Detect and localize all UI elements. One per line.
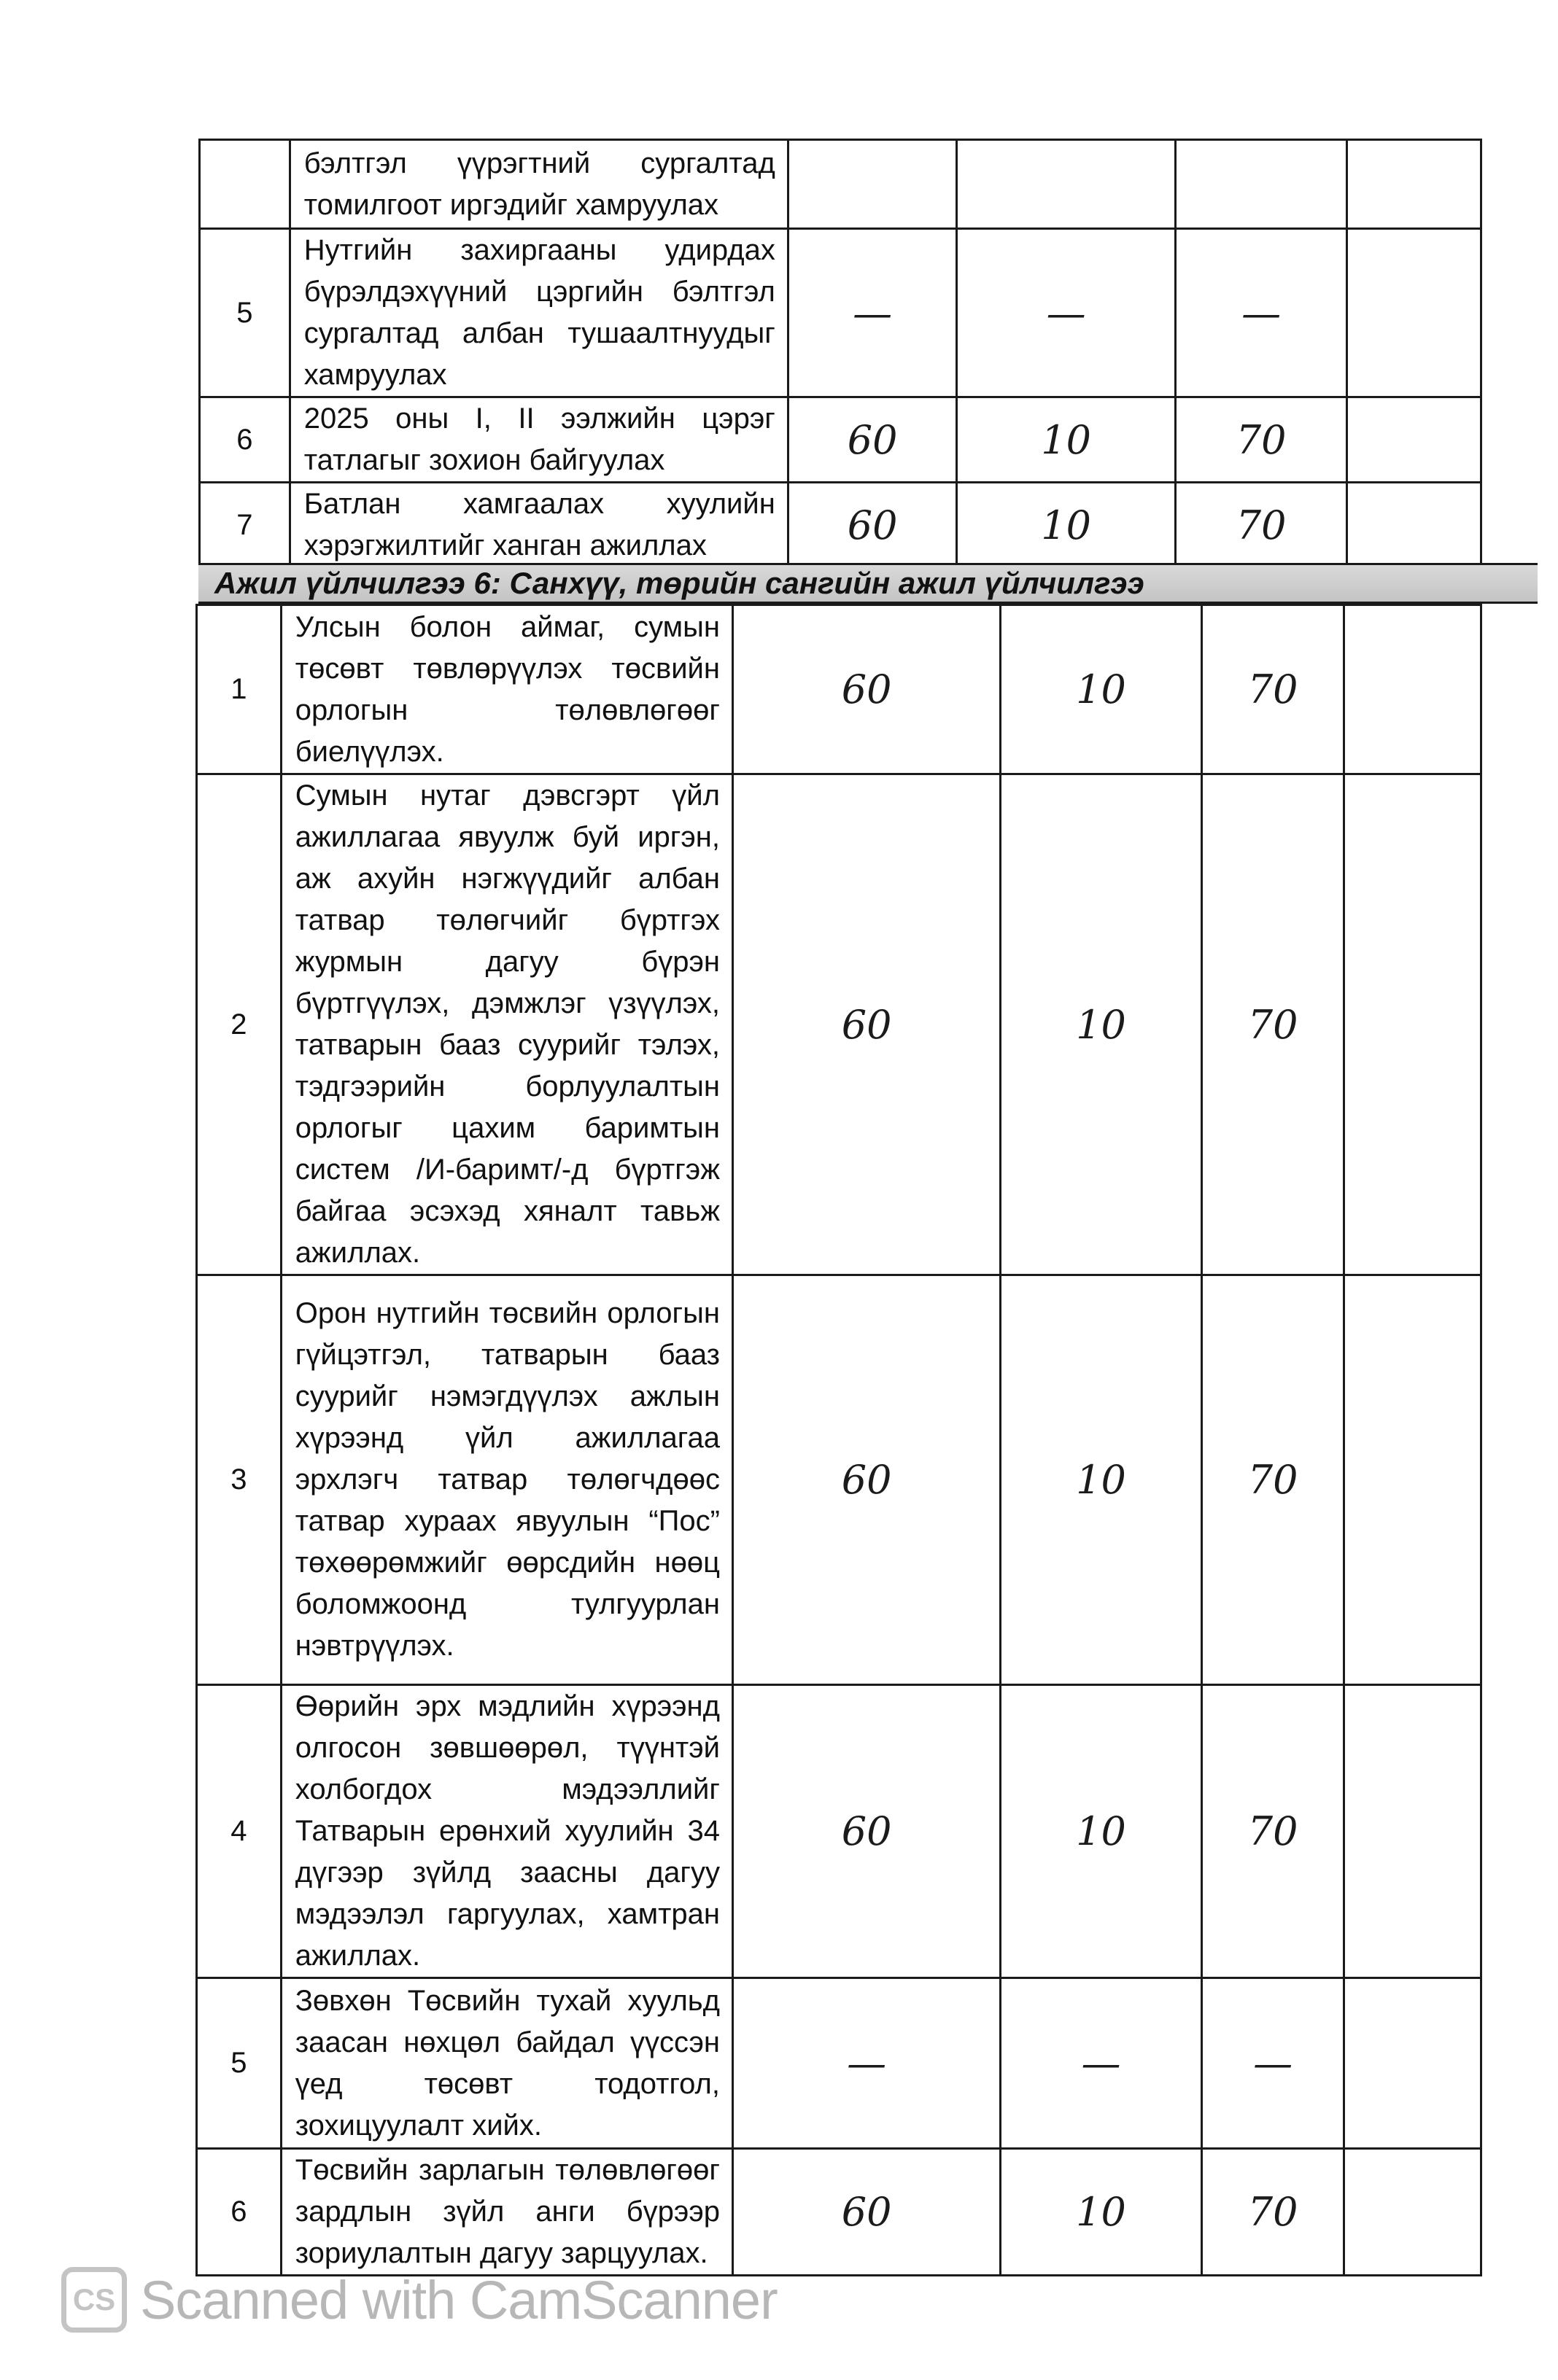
row-description: Төсвийн зарлагын төлөвлөгөөг зардлын зүйл анги бүрээр зориулалтын дагуу зарцуулах. xyxy=(281,2149,732,2276)
empty-cell xyxy=(1344,1685,1481,1978)
row-description: Өөрийн эрх мэдлийн хүрээнд олгосон зөвшөөрөл, түүнтэй холбогдох мэдээллийг Татварын ерөнхий хуулийн 34 дүгээр зүйлд заасны дагуу мэдээлэл гаргуулах, хамтран ажиллах. xyxy=(281,1685,732,1978)
value-col-1: 60 xyxy=(788,397,957,483)
value-col-2: 10 xyxy=(1001,774,1201,1275)
value-col-1: 60 xyxy=(732,2149,1000,2276)
value-col-3 xyxy=(1175,140,1347,229)
section-header: Ажил үйлчилгээ 6: Санхүү, төрийн сангийн ажил үйлчилгээ xyxy=(198,563,1538,604)
value-col-1: 60 xyxy=(732,605,1000,774)
table-row xyxy=(200,140,1481,229)
table-row xyxy=(200,397,1481,483)
table-row xyxy=(200,229,1481,397)
value-col-1: 60 xyxy=(788,483,957,568)
table-row xyxy=(197,774,1481,1275)
table-row xyxy=(197,2149,1481,2276)
value-col-2: — xyxy=(957,229,1175,397)
row-description: Зөвхөн Төсвийн тухай хуульд заасан нөхцөл байдал үүссэн үед төсөвт тодотгол, зохицуулалт хийх. xyxy=(281,1978,732,2149)
table-bottom xyxy=(195,604,1482,2276)
value-col-3: 70 xyxy=(1175,483,1347,568)
empty-cell xyxy=(1347,397,1481,483)
row-number: 1 xyxy=(197,605,282,774)
value-col-3: 70 xyxy=(1201,1685,1344,1978)
value-col-2: 10 xyxy=(1001,2149,1201,2276)
value-col-2: — xyxy=(1001,1978,1201,2149)
row-description: бэлтгэл үүрэгтний сургалтад томилгоот иргэдийг хамруулах xyxy=(290,140,788,229)
row-number: 4 xyxy=(197,1685,282,1978)
row-number: 7 xyxy=(200,483,290,568)
row-number: 5 xyxy=(197,1978,282,2149)
row-number: 3 xyxy=(197,1275,282,1685)
value-col-1: — xyxy=(732,1978,1000,2149)
value-col-2: 10 xyxy=(957,397,1175,483)
value-col-1: — xyxy=(788,229,957,397)
row-number: 6 xyxy=(197,2149,282,2276)
value-col-2: 10 xyxy=(957,483,1175,568)
row-description: Батлан хамгаалах хуулийн хэрэгжилтийг ханган ажиллах xyxy=(290,483,788,568)
table-row xyxy=(197,1685,1481,1978)
value-col-1: 60 xyxy=(732,774,1000,1275)
row-description: Нутгийн захиргааны удирдах бүрэлдэхүүний цэргийн бэлтгэл сургалтад албан тушаалтнуудыг хамруулах xyxy=(290,229,788,397)
row-description: Улсын болон аймаг, сумын төсөвт төвлөрүүлэх төсвийн орлогын төлөвлөгөөг биелүүлэх. xyxy=(281,605,732,774)
value-col-1 xyxy=(788,140,957,229)
value-col-3: — xyxy=(1175,229,1347,397)
table-row xyxy=(197,1275,1481,1685)
value-col-1: 60 xyxy=(732,1685,1000,1978)
value-col-3: 70 xyxy=(1201,605,1344,774)
empty-cell xyxy=(1344,2149,1481,2276)
row-description: Сумын нутаг дэвсгэрт үйл ажиллагаа явуулж буй иргэн, аж ахуйн нэгжүүдийг албан татвар төлөгчийг бүртгэх журмын дагуу бүрэн бүртгүүлэх, дэмжлэг үзүүлэх, татварын бааз суурийг тэлэх, тэдгээрийн борлуулалтын орлогыг цахим баримтын систем /И-баримт/-д бүртгэж байгаа эсэхэд хяналт тавьж ажиллах. xyxy=(281,774,732,1275)
value-col-3: 70 xyxy=(1201,2149,1344,2276)
value-col-1: 60 xyxy=(732,1275,1000,1685)
empty-cell xyxy=(1347,140,1481,229)
row-number xyxy=(200,140,290,229)
row-description: 2025 оны I, II ээлжийн цэрэг татлагыг зохион байгуулах xyxy=(290,397,788,483)
value-col-3: 70 xyxy=(1175,397,1347,483)
camscanner-logo-icon: CS xyxy=(61,2267,127,2333)
table-row xyxy=(197,1978,1481,2149)
empty-cell xyxy=(1344,1978,1481,2149)
empty-cell xyxy=(1344,605,1481,774)
scanner-watermark xyxy=(61,2263,778,2336)
table-top xyxy=(198,139,1482,569)
value-col-3: — xyxy=(1201,1978,1344,2149)
value-col-2: 10 xyxy=(1001,1685,1201,1978)
empty-cell xyxy=(1347,483,1481,568)
row-number: 5 xyxy=(200,229,290,397)
table-row xyxy=(200,483,1481,568)
value-col-2: 10 xyxy=(1001,1275,1201,1685)
watermark-text: Scanned with CamScanner xyxy=(140,2269,778,2330)
empty-cell xyxy=(1347,229,1481,397)
empty-cell xyxy=(1344,774,1481,1275)
row-number: 6 xyxy=(200,397,290,483)
value-col-2 xyxy=(957,140,1175,229)
table-row xyxy=(197,605,1481,774)
value-col-3: 70 xyxy=(1201,774,1344,1275)
row-number: 2 xyxy=(197,774,282,1275)
value-col-2: 10 xyxy=(1001,605,1201,774)
value-col-3: 70 xyxy=(1201,1275,1344,1685)
empty-cell xyxy=(1344,1275,1481,1685)
row-description: Орон нутгийн төсвийн орлогын гүйцэтгэл, татварын бааз суурийг нэмэгдүүлэх ажлын хүрээнд үйл ажиллагаа эрхлэгч татвар төлөгчдөөс татвар хураах явуулын “Пос” төхөөрөмжийг өөрсдийн нөөц боломжоонд тулгуурлан нэвтрүүлэх. xyxy=(281,1275,732,1685)
